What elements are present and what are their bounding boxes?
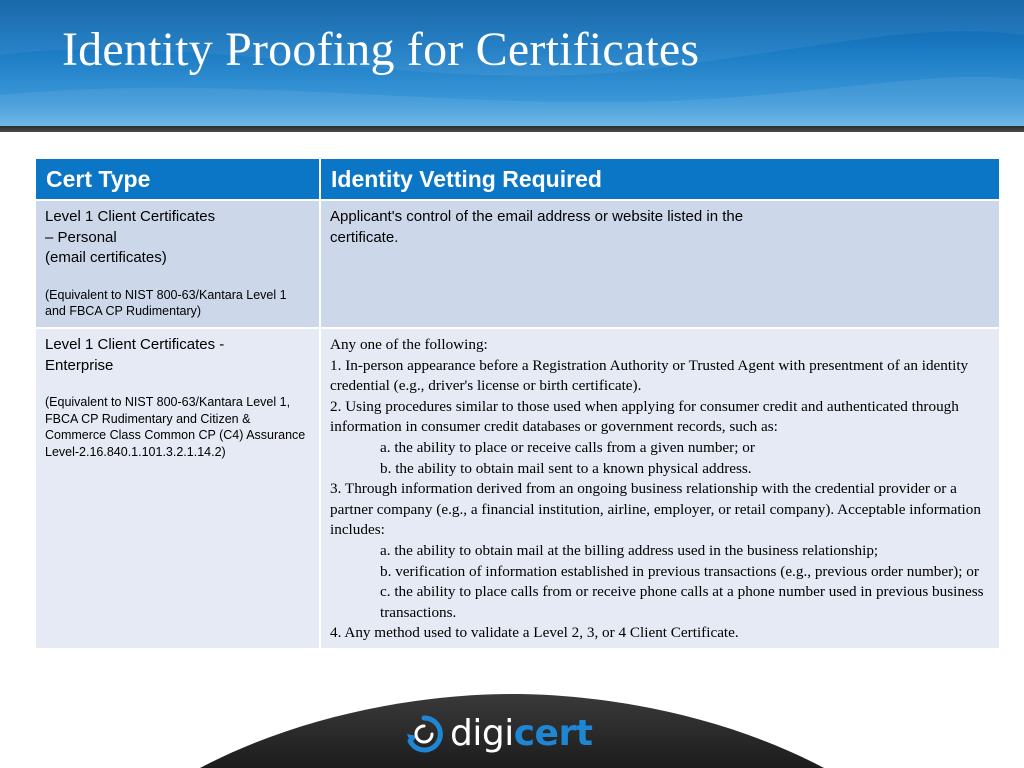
cert-type-line: Level 1 Client Certificates - [45, 336, 225, 353]
vetting-subitem: c. the ability to place calls from or receive phone calls at a phone number used in previous business transactions. [380, 583, 984, 621]
logo-digi-text: digi [450, 713, 514, 754]
equivalence-note: (Equivalent to NIST 800-63/Kantara Level 1 and FBCA CP Rudimentary) [45, 287, 287, 318]
vetting-item: 1. In-person appearance before a Registration Authority or Trusted Agent with presentment of an identity credential (e.g., driver's license or birth certificate). [330, 356, 969, 395]
vetting-item: 2. Using procedures similar to those used when applying for consumer credit and authenticated through information in consumer credit databases or government records, such as: [330, 397, 959, 436]
title-banner [0, 0, 1024, 128]
cert-type-line: – Personal [45, 228, 117, 246]
cert-type-line: Enterprise [45, 356, 114, 374]
equivalence-note: (Equivalent to NIST 800-63/Kantara Level 1, FBCA CP Rudimentary and Citizen & Commerce Class Common CP (C4) Assurance Level-2.16.840.1.101.3.2.1.14.2) [45, 395, 306, 459]
vetting-item: 3. Through information derived from an ongoing business relationship with the credential provider or a partner company (e.g., a financial institution, airline, employer, or retail company). Acceptable information includes: [330, 480, 981, 539]
vetting-line: Applicant's control of the email address or website listed in the [330, 208, 744, 225]
digicert-logo [404, 708, 604, 760]
table-row [35, 200, 1000, 328]
identity-vetting-table [34, 157, 999, 650]
cert-type-line: (email certificates) [45, 249, 167, 266]
banner-divider [0, 126, 1024, 132]
header-cert-type: Cert Type [35, 158, 320, 200]
cert-type-line: Level 1 Client Certificates [45, 208, 216, 225]
vetting-item: 4. Any method used to validate a Level 2, 3, or 4 Client Certificate. [330, 624, 739, 642]
header-identity-vetting: Identity Vetting Required [320, 158, 1000, 200]
slide-title: Identity Proofing for Certificates [62, 23, 700, 76]
vetting-subitem: a. the ability to obtain mail at the billing address used in the business relationship; [380, 541, 879, 559]
table-header-row [35, 158, 1000, 200]
vetting-cell [320, 328, 1000, 649]
logo-cert-text: cert [513, 713, 593, 754]
vetting-cell [320, 200, 1000, 328]
vetting-intro: Any one of the following: [330, 336, 488, 353]
logo-wordmark [450, 713, 593, 754]
vetting-subitem: a. the ability to place or receive calls from a given number; or [380, 438, 755, 456]
vetting-subitem: b. the ability to obtain mail sent to a known physical address. [380, 459, 752, 477]
cert-type-cell [35, 200, 320, 328]
vetting-subitem: b. verification of information established in previous transactions (e.g., previous order number); or [380, 562, 979, 580]
vetting-line: certificate. [330, 228, 399, 246]
digicert-swirl-icon [404, 714, 444, 754]
cert-type-cell [35, 328, 320, 649]
table-row [35, 328, 1000, 649]
